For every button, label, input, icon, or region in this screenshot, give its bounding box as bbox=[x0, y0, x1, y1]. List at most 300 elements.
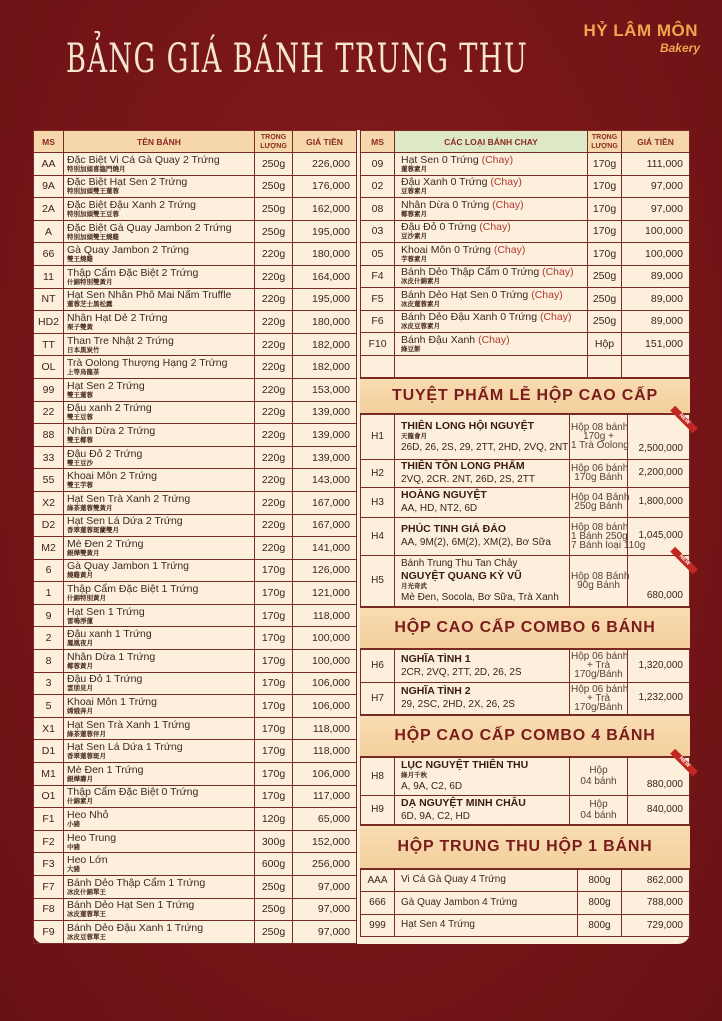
product-price: 97,000 bbox=[293, 921, 357, 944]
pack-line: Hộp 06 bánh bbox=[571, 463, 629, 474]
product-name-cell bbox=[64, 763, 255, 786]
box-title-chinese: 綠月千秋 bbox=[401, 772, 427, 779]
product-name-chinese: 大豬 bbox=[67, 866, 80, 874]
product-price: 167,000 bbox=[293, 514, 357, 537]
product-price: 256,000 bbox=[293, 853, 357, 876]
product-name: Đặc Biệt Đậu Xanh 2 Trứng bbox=[67, 198, 197, 211]
product-price: 195,000 bbox=[293, 220, 357, 243]
product-name-chinese: 冰皮什錦素月 bbox=[401, 278, 440, 286]
product-weight: 220g bbox=[255, 265, 293, 288]
product-code: 03 bbox=[361, 220, 395, 243]
brand-logo bbox=[583, 20, 698, 56]
box-price: 2,200,000 bbox=[638, 467, 683, 478]
product-weight: 250g bbox=[255, 153, 293, 176]
box-title: LỤC NGUYỆT THIÊN THU bbox=[401, 759, 529, 771]
product-name: Nhân Hạt Dẻ 2 Trứng bbox=[67, 311, 168, 324]
product-price: 226,000 bbox=[293, 153, 357, 176]
product-price: 180,000 bbox=[293, 311, 357, 334]
product-price: 182,000 bbox=[293, 356, 357, 379]
section-banner: HỘP TRUNG THU HỘP 1 BÁNH bbox=[360, 825, 690, 869]
box-contents: Mè Đen, Socola, Bơ Sữa, Trà Xanh bbox=[401, 591, 559, 603]
product-code: F7 bbox=[34, 876, 64, 899]
product-code: 1 bbox=[34, 582, 64, 605]
product-price: 97,000 bbox=[622, 175, 690, 198]
product-code: M2 bbox=[34, 537, 64, 560]
product-name: Trà Oolong Thượng Hạng 2 Trứng bbox=[67, 357, 228, 370]
empty-row bbox=[361, 355, 690, 377]
chay-tag: (Chay) bbox=[492, 198, 524, 211]
product-code: 55 bbox=[34, 469, 64, 492]
product-name: Bánh Dẻo Thập Cẩm 0 Trứng bbox=[401, 266, 540, 279]
product-price: 152,000 bbox=[293, 830, 357, 853]
product-code: TT bbox=[34, 333, 64, 356]
product-name: Mè Đen 1 Trứng bbox=[67, 763, 144, 776]
section-table bbox=[360, 649, 690, 715]
table-row bbox=[34, 401, 357, 424]
product-name: Hạt Sen Lá Dứa 2 Trứng bbox=[67, 515, 183, 528]
product-name-chinese: 豆蓉素月 bbox=[401, 188, 427, 196]
table-row bbox=[34, 446, 357, 469]
product-name-cell bbox=[64, 582, 255, 605]
product-code: HD2 bbox=[34, 311, 64, 334]
product-name-chinese: 特別加頭雙王豆蓉 bbox=[67, 210, 119, 218]
box-title: NGUYỆT QUANG KỲ VŨ bbox=[401, 569, 522, 582]
product-name: Hạt Sen Trà Xanh 2 Trứng bbox=[67, 492, 191, 505]
table-row bbox=[361, 243, 690, 266]
product-name-chinese: 豆沙素月 bbox=[401, 233, 427, 241]
product-code: F1 bbox=[34, 808, 64, 831]
product-price: 182,000 bbox=[293, 333, 357, 356]
product-code: M1 bbox=[34, 763, 64, 786]
box-pack bbox=[570, 795, 628, 824]
product-name-chinese: 綠豆餅 bbox=[401, 345, 421, 353]
pack-line: 04 bánh bbox=[580, 776, 617, 787]
box-code: H3 bbox=[361, 487, 395, 517]
table-row bbox=[361, 310, 690, 333]
table-row bbox=[34, 740, 357, 763]
product-weight: 170g bbox=[255, 559, 293, 582]
product-name-cell bbox=[64, 265, 255, 288]
product-name-cell bbox=[64, 921, 255, 944]
product-code: 2 bbox=[34, 627, 64, 650]
table-row bbox=[361, 333, 690, 356]
product-name-cell bbox=[395, 310, 588, 333]
col-price: GIÁ TIỀN bbox=[293, 131, 357, 153]
box-name-cell bbox=[395, 487, 570, 517]
product-price: 143,000 bbox=[293, 469, 357, 492]
product-name: Đặc Biệt Gà Quay Jambon 2 Trứng bbox=[67, 221, 232, 234]
brand-name: HỶ LÂM MÔN bbox=[583, 21, 698, 40]
product-name-chinese: 中豬 bbox=[67, 843, 80, 851]
product-weight: 220g bbox=[255, 514, 293, 537]
box-price-cell bbox=[628, 682, 690, 714]
col-name: TÊN BÁNH bbox=[64, 131, 255, 153]
product-price: 118,000 bbox=[293, 604, 357, 627]
product-price: 167,000 bbox=[293, 491, 357, 514]
product-name: Mè Đen 2 Trứng bbox=[67, 537, 144, 550]
product-name-chinese: 雙王豆沙 bbox=[67, 459, 93, 467]
pack-line: 1 Trà Oolong bbox=[571, 440, 629, 451]
box-code: H1 bbox=[361, 414, 395, 459]
product-code: F9 bbox=[34, 921, 64, 944]
section-banner: HỘP CAO CẤP COMBO 4 BÁNH bbox=[360, 715, 690, 757]
box-contents: 29, 2SC, 2HD, 2X, 26, 2S bbox=[401, 699, 515, 710]
product-name-cell bbox=[395, 288, 588, 311]
product-code: 666 bbox=[361, 892, 395, 915]
product-name-chinese: 銀燁壽月 bbox=[67, 775, 93, 783]
product-name-chinese: 雙王豆蓉 bbox=[67, 414, 93, 422]
box-price-cell bbox=[628, 795, 690, 824]
chay-table bbox=[360, 130, 690, 378]
product-weight: 220g bbox=[255, 243, 293, 266]
product-name-chinese: 什錦特別黃月 bbox=[67, 595, 106, 603]
box-code: H6 bbox=[361, 649, 395, 682]
table-row bbox=[34, 311, 357, 334]
product-weight: 250g bbox=[588, 310, 622, 333]
product-weight: 170g bbox=[255, 785, 293, 808]
col-weight: TRỌNG LƯỢNG bbox=[588, 131, 622, 153]
product-code: 33 bbox=[34, 446, 64, 469]
product-code: 9A bbox=[34, 175, 64, 198]
product-name: Hạt Sen 0 Trứng bbox=[401, 153, 479, 166]
product-weight: 170g bbox=[588, 153, 622, 176]
product-price: 164,000 bbox=[293, 265, 357, 288]
product-weight: 170g bbox=[255, 695, 293, 718]
product-name-chinese: 日本黑炭竹 bbox=[67, 346, 100, 354]
box-price: 2,500,000 bbox=[638, 442, 683, 454]
product-code: O1 bbox=[34, 785, 64, 808]
product-price: 180,000 bbox=[293, 243, 357, 266]
chay-tag: (Chay) bbox=[542, 266, 574, 279]
col-weight: TRỌNG LƯỢNG bbox=[255, 131, 293, 153]
product-weight: 170g bbox=[588, 243, 622, 266]
table-row bbox=[361, 869, 690, 892]
product-name-chinese: 銀燁雙黃月 bbox=[67, 549, 100, 557]
table-row bbox=[34, 695, 357, 718]
product-price: 176,000 bbox=[293, 175, 357, 198]
product-weight: 220g bbox=[255, 424, 293, 447]
new-ribbon bbox=[673, 552, 692, 572]
product-weight: 220g bbox=[255, 491, 293, 514]
product-name: Heo Trung bbox=[67, 831, 117, 844]
product-price: 97,000 bbox=[293, 898, 357, 921]
product-code: 66 bbox=[34, 243, 64, 266]
table-row bbox=[34, 876, 357, 899]
product-price: 195,000 bbox=[293, 288, 357, 311]
product-code: 5 bbox=[34, 695, 64, 718]
box-title: NGHĨA TÌNH 2 bbox=[401, 685, 471, 697]
product-code: 3 bbox=[34, 672, 64, 695]
product-code: NT bbox=[34, 288, 64, 311]
product-name-chinese: 雙王蓮蓉 bbox=[67, 391, 93, 399]
product-name-chinese: 雙王椰蓉 bbox=[67, 436, 93, 444]
pack-line: Hộp 06 bánh bbox=[571, 651, 629, 662]
product-price: 117,000 bbox=[293, 785, 357, 808]
box-price-cell bbox=[628, 487, 690, 517]
product-price: 97,000 bbox=[293, 876, 357, 899]
box-contents: 6D, 9A, C2, HD bbox=[401, 810, 470, 822]
product-price: 118,000 bbox=[293, 717, 357, 740]
box-name-cell bbox=[395, 459, 570, 487]
product-code: 11 bbox=[34, 265, 64, 288]
table-row bbox=[361, 914, 690, 937]
new-badge: NEW bbox=[670, 748, 698, 776]
product-code: 999 bbox=[361, 914, 395, 937]
product-price: 729,000 bbox=[622, 914, 690, 937]
pack-line: 1 Bánh 250g bbox=[571, 530, 628, 542]
box-pack bbox=[570, 459, 628, 487]
product-price: 106,000 bbox=[293, 695, 357, 718]
product-weight: 170g bbox=[255, 763, 293, 786]
box-title: THIÊN TÔN LONG PHẨM bbox=[401, 460, 525, 472]
product-code: F6 bbox=[361, 310, 395, 333]
box-pack bbox=[570, 487, 628, 517]
product-name: Bánh Dẻo Hạt Sen 0 Trứng bbox=[401, 288, 529, 301]
product-name: Hạt Sen 2 Trứng bbox=[67, 379, 145, 392]
product-price: 139,000 bbox=[293, 401, 357, 424]
product-name-chinese: 蓮蓉芝士黑松露 bbox=[67, 301, 113, 309]
table-row bbox=[361, 153, 690, 176]
product-name-cell bbox=[395, 243, 588, 266]
product-name-cell bbox=[395, 265, 588, 288]
product-name-chinese: 雙王芋蓉 bbox=[67, 482, 93, 490]
product-price: 118,000 bbox=[293, 740, 357, 763]
chay-tag: (Chay) bbox=[490, 176, 522, 189]
box-price: 880,000 bbox=[646, 778, 683, 790]
product-weight: 220g bbox=[255, 378, 293, 401]
product-name-chinese: 什錦素月 bbox=[67, 798, 93, 806]
product-code: 88 bbox=[34, 424, 64, 447]
box-price-cell bbox=[628, 517, 690, 555]
product-name-chinese: 冰皮蓮蓉素月 bbox=[401, 300, 440, 308]
box-name-cell bbox=[395, 649, 570, 682]
product-name: Đặc Biệt Hạt Sen 2 Trứng bbox=[67, 176, 188, 189]
product-name-cell bbox=[64, 311, 255, 334]
product-price: 89,000 bbox=[622, 288, 690, 311]
product-weight: 170g bbox=[255, 582, 293, 605]
product-weight: 220g bbox=[255, 356, 293, 379]
product-code: F8 bbox=[34, 898, 64, 921]
new-badge: NEW bbox=[670, 405, 698, 433]
product-weight: 220g bbox=[255, 401, 293, 424]
box-pack bbox=[570, 555, 628, 606]
box-contents: 2CR, 2VQ, 2TT, 2D, 26, 2S bbox=[401, 666, 522, 678]
new-ribbon bbox=[673, 411, 692, 431]
box-row bbox=[361, 487, 690, 517]
table-row bbox=[34, 650, 357, 673]
product-name-cell bbox=[64, 830, 255, 853]
box-code: H9 bbox=[361, 795, 395, 824]
box-contents: 26D, 26, 2S, 29, 2TT, 2HD, 2VQ, 2NT bbox=[401, 441, 569, 453]
product-price: 89,000 bbox=[622, 310, 690, 333]
product-name: Đậu Đỏ 1 Trứng bbox=[67, 673, 143, 686]
product-price: 97,000 bbox=[622, 198, 690, 221]
product-weight: 170g bbox=[588, 175, 622, 198]
box-price: 1,800,000 bbox=[638, 496, 683, 507]
product-name-chinese: 香翠蓮蓉斑蘭雙月 bbox=[67, 527, 119, 535]
product-name: Đậu Đỏ 0 Trứng bbox=[401, 221, 477, 234]
product-weight: 170g bbox=[255, 672, 293, 695]
product-name-cell bbox=[64, 876, 255, 899]
product-weight: 170g bbox=[255, 604, 293, 627]
product-weight: 250g bbox=[255, 198, 293, 221]
product-price: 162,000 bbox=[293, 198, 357, 221]
box-pack bbox=[570, 649, 628, 682]
box-row bbox=[361, 649, 690, 682]
product-name: Thập Cẩm Đặc Biệt 0 Trứng bbox=[67, 786, 199, 799]
section-banner: TUYỆT PHẨM LỄ HỘP CAO CẤP bbox=[360, 378, 690, 414]
pack-line: 170g Bánh bbox=[574, 472, 623, 483]
product-name: Heo Lớn bbox=[67, 854, 108, 867]
product-name-cell bbox=[395, 333, 588, 356]
box-title: DẠ NGUYỆT MINH CHÂU bbox=[401, 796, 526, 809]
box-code: H8 bbox=[361, 757, 395, 795]
product-name-chinese: 綠茶蓮蓉雙黃月 bbox=[67, 504, 113, 512]
box-row bbox=[361, 682, 690, 714]
table-header bbox=[34, 131, 357, 153]
product-name-chinese: 椰蓉黃月 bbox=[67, 662, 93, 670]
box-price: 680,000 bbox=[646, 589, 683, 601]
product-name: Gà Quay Jambon 1 Trứng bbox=[67, 560, 190, 573]
product-price: 100,000 bbox=[622, 243, 690, 266]
product-name-cell bbox=[64, 650, 255, 673]
box-row bbox=[361, 459, 690, 487]
table-row bbox=[34, 265, 357, 288]
section-table bbox=[360, 869, 690, 938]
box-pack bbox=[570, 414, 628, 459]
box-title-chinese: 月光奇武 bbox=[401, 582, 427, 590]
product-name-cell bbox=[64, 853, 255, 876]
product-weight: 250g bbox=[588, 265, 622, 288]
product-name-chinese: 特別加頭雙王燒雞 bbox=[67, 233, 119, 241]
product-weight: 220g bbox=[255, 311, 293, 334]
pack-line: Hộp 08 bánh bbox=[571, 521, 629, 533]
product-name-chinese: 冰皮豆蓉單王 bbox=[67, 933, 106, 941]
product-name-cell bbox=[64, 785, 255, 808]
box-price-cell bbox=[628, 459, 690, 487]
product-name-chinese: 什錦特別雙黃月 bbox=[67, 278, 113, 286]
product-price: 139,000 bbox=[293, 446, 357, 469]
product-name-chinese: 冰皮什錦單王 bbox=[67, 888, 106, 896]
product-code: D2 bbox=[34, 514, 64, 537]
box-title: PHÚC TINH GIÁ ĐÁO bbox=[401, 523, 506, 535]
product-name: Gà Quay Jambon 2 Trứng bbox=[67, 244, 190, 257]
product-weight: 800g bbox=[578, 869, 622, 892]
pack-line: Hộp 06 bánh bbox=[571, 683, 629, 695]
product-name-chinese: 蓮蓉素月 bbox=[401, 165, 427, 173]
table-row bbox=[34, 672, 357, 695]
product-price: 89,000 bbox=[622, 265, 690, 288]
product-name-cell bbox=[64, 559, 255, 582]
product-name: Hạt Sen Lá Dứa 1 Trứng bbox=[67, 741, 183, 754]
table-row bbox=[34, 333, 357, 356]
box-price: 840,000 bbox=[646, 803, 683, 815]
box-name-cell bbox=[395, 682, 570, 714]
pack-line: + Trà bbox=[586, 692, 611, 704]
product-price: 788,000 bbox=[622, 892, 690, 915]
product-code: 2A bbox=[34, 198, 64, 221]
pack-line: Hộp 08 bánh bbox=[571, 422, 629, 433]
product-code: 9 bbox=[34, 604, 64, 627]
product-name-cell bbox=[395, 175, 588, 198]
product-name-cell bbox=[64, 424, 255, 447]
box-code: H4 bbox=[361, 517, 395, 555]
product-code: 8 bbox=[34, 650, 64, 673]
chay-tag: (Chay) bbox=[539, 311, 572, 324]
box-contents: 2VQ, 2CR. 2NT, 26D, 2S, 2TT bbox=[401, 474, 535, 485]
box-row bbox=[361, 555, 690, 606]
product-code: 09 bbox=[361, 153, 395, 176]
table-row bbox=[34, 717, 357, 740]
box-pack bbox=[570, 517, 646, 555]
product-code: 99 bbox=[34, 378, 64, 401]
table-row bbox=[34, 243, 357, 266]
box-code: H2 bbox=[361, 459, 395, 487]
box-row bbox=[361, 757, 690, 795]
product-name-chinese: 特別加頭喜臨門燒月 bbox=[67, 165, 126, 173]
pack-line: Hộp bbox=[589, 765, 608, 776]
table-row bbox=[34, 898, 357, 921]
col-ms: MS bbox=[361, 131, 395, 153]
table-row bbox=[361, 175, 690, 198]
product-name-cell bbox=[64, 469, 255, 492]
product-name-chinese: 椰蓉素月 bbox=[401, 210, 427, 218]
box-code: H7 bbox=[361, 682, 395, 714]
box-contents: AA, HD, NT2, 6D bbox=[401, 503, 478, 514]
product-price: 106,000 bbox=[293, 763, 357, 786]
pack-line: + Trà bbox=[586, 660, 611, 671]
table-row bbox=[34, 830, 357, 853]
product-name-chinese: 燒雞黃月 bbox=[67, 572, 93, 580]
product-price: 862,000 bbox=[622, 869, 690, 892]
table-row bbox=[34, 356, 357, 379]
product-price: 106,000 bbox=[293, 672, 357, 695]
product-weight: 170g bbox=[255, 627, 293, 650]
table-row bbox=[34, 627, 357, 650]
product-name-cell bbox=[64, 627, 255, 650]
product-name: Đậu xanh 1 Trứng bbox=[67, 628, 152, 641]
product-weight: 250g bbox=[255, 921, 293, 944]
box-title: THIÊN LONG HỘI NGUYỆT bbox=[401, 419, 535, 432]
box-row bbox=[361, 414, 690, 459]
product-name-cell bbox=[64, 198, 255, 221]
table-row bbox=[34, 604, 357, 627]
product-price: 65,000 bbox=[293, 808, 357, 831]
box-contents: A, 9A, C2, 6D bbox=[401, 781, 463, 792]
product-weight: 250g bbox=[255, 220, 293, 243]
table-row bbox=[361, 220, 690, 243]
chay-tag: (Chay) bbox=[478, 333, 510, 346]
product-name-cell bbox=[64, 514, 255, 537]
table-row bbox=[34, 378, 357, 401]
product-weight: 220g bbox=[255, 333, 293, 356]
table-row bbox=[34, 785, 357, 808]
pack-line: 90g Bánh bbox=[577, 579, 620, 591]
product-name-chinese: 特別加頭雙王蓮蓉 bbox=[67, 188, 119, 196]
product-price: 111,000 bbox=[622, 153, 690, 176]
product-name-cell bbox=[395, 153, 588, 176]
product-name: Hạt Sen Trà Xanh 1 Trứng bbox=[67, 718, 191, 731]
box-name-cell bbox=[395, 555, 570, 606]
table-row bbox=[34, 763, 357, 786]
product-weight: 800g bbox=[578, 892, 622, 915]
product-name-cell bbox=[64, 378, 255, 401]
product-code: 08 bbox=[361, 198, 395, 221]
box-name-cell bbox=[395, 517, 570, 555]
table-row bbox=[34, 921, 357, 944]
product-code: 6 bbox=[34, 559, 64, 582]
product-name: Than Tre Nhật 2 Trứng bbox=[67, 334, 174, 347]
